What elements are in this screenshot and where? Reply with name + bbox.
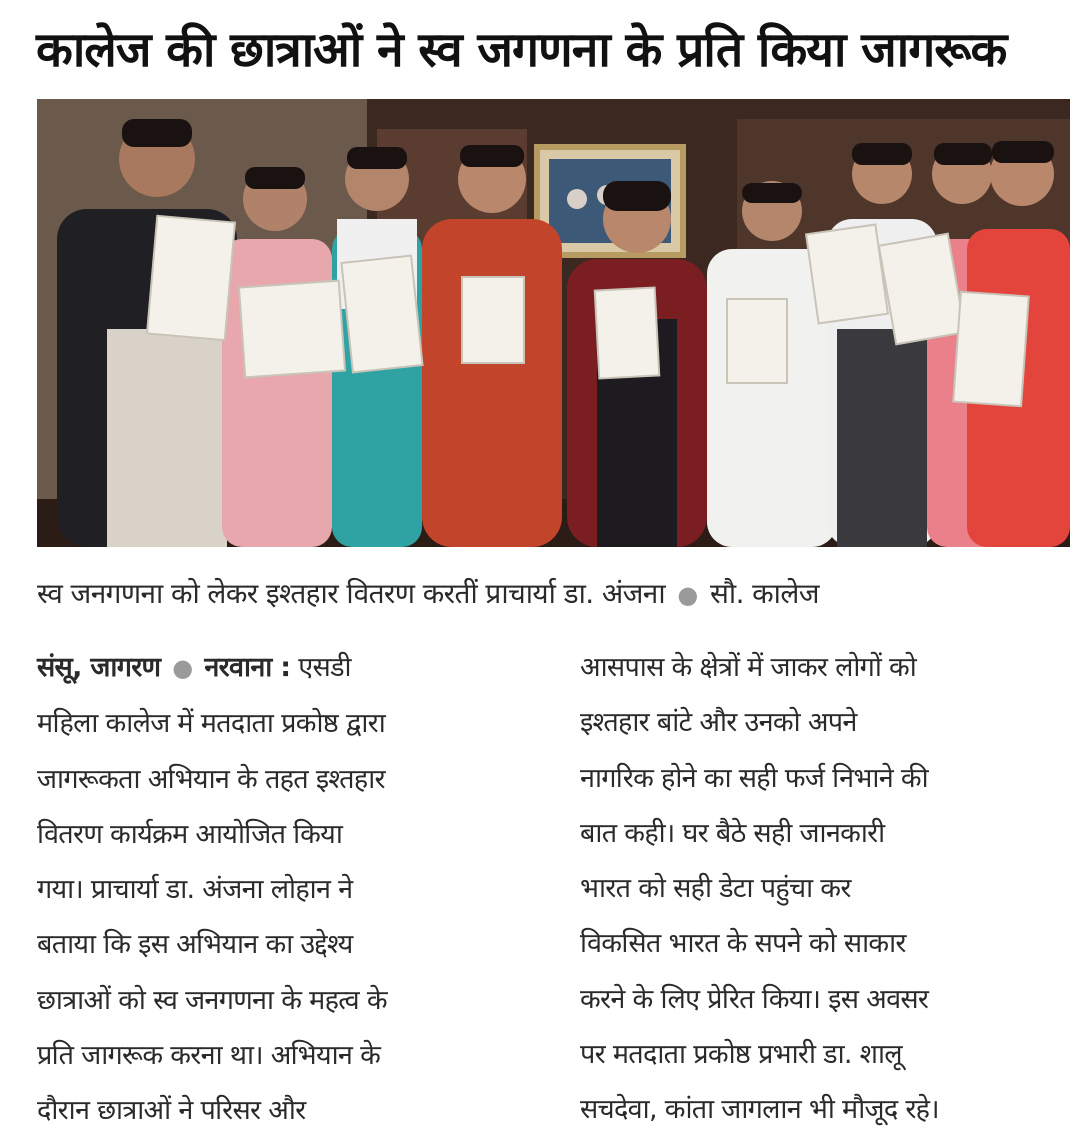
body-line: वितरण कार्यक्रम आयोजित किया [37,818,343,850]
body-line: नागरिक होने का सही फर्ज निभाने की [580,762,928,794]
body-line: करने के लिए प्रेरित किया। इस अवसर [580,983,929,1015]
dateline-place: नरवाना : [204,652,291,683]
group-photo-illustration [37,99,1070,547]
news-photo [37,99,1070,547]
body-line: बताया कि इस अभियान का उद्देश्य [37,929,353,961]
article-body-right-column [580,640,1060,1138]
body-line-text: एसडी [298,652,351,683]
body-line [37,640,537,696]
body-line: दौरान छात्राओं ने परिसर और [37,1095,306,1127]
body-line: इश्तहार बांटे और उनको अपने [580,707,857,739]
body-line: सचदेवा, कांता जागलान भी मौजूद रहे। [580,1094,939,1126]
article-headline: कालेज की छात्राओं ने स्व जगणना के प्रति किया जागरूक [36,22,1007,78]
body-line: भारत को सही डेटा पहुंचा कर [580,873,851,905]
caption-text: स्व जनगणना को लेकर इश्तहार वितरण करतीं प्राचार्या डा. अंजना [37,577,666,610]
bullet-separator: ● [677,581,698,609]
bullet-separator: ● [172,654,193,682]
body-line: प्रति जागरूक करना था। अभियान के [37,1040,381,1072]
photo-credit: सौ. कालेज [709,577,819,610]
dateline-source: संसू, जागरण [37,652,161,683]
body-line: छात्राओं को स्व जनगणना के महत्व के [37,984,387,1016]
body-line: जागरूकता अभियान के तहत इश्तहार [37,763,385,795]
body-line: बात कही। घर बैठे सही जानकारी [580,817,885,849]
photo-caption [37,572,1072,617]
body-line: गया। प्राचार्या डा. अंजना लोहान ने [37,874,353,906]
body-line: आसपास के क्षेत्रों में जाकर लोगों को [580,652,917,683]
body-line: महिला कालेज में मतदाता प्रकोष्ठ द्वारा [37,708,385,740]
article-body-left-column [37,640,537,1139]
body-line: पर मतदाता प्रकोष्ठ प्रभारी डा. शालू [580,1039,902,1071]
body-line: विकसित भारत के सपने को साकार [580,928,906,960]
